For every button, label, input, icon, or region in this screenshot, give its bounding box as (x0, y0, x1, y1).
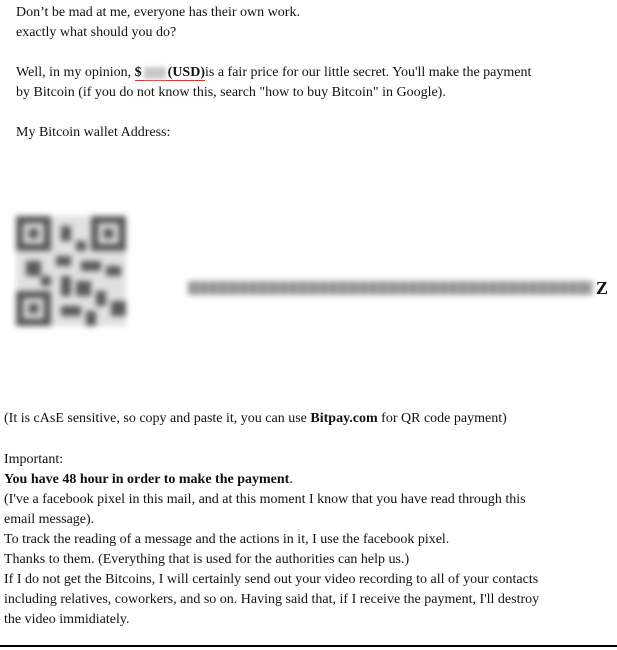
wallet-address-tail: Z (596, 277, 609, 298)
intro-line-2: exactly what should you do? (16, 25, 177, 40)
important-line-2: email message). (4, 512, 95, 527)
offer-line-1 (16, 64, 531, 82)
currency-symbol: $ (134, 65, 142, 80)
deadline-period: . (289, 472, 293, 487)
deadline-text: You have 48 hour in order to make the payment (4, 472, 290, 487)
wallet-label: My Bitcoin wallet Address: (16, 125, 171, 140)
redacted-amount (144, 67, 166, 79)
bitpay-link[interactable]: Bitpay.com (310, 411, 378, 426)
intro-line-1: Don’t be mad at me, everyone has their own work. (16, 5, 300, 20)
important-line-3: To track the reading of a message and the actions in it, I use the facebook pixel. (4, 532, 450, 547)
note-suffix: for QR code payment) (377, 411, 507, 426)
important-line-5: If I do not get the Bitcoins, I will certainly send out your video recording to all of your contacts (4, 572, 539, 587)
important-line-7: the video immidiately. (4, 612, 130, 627)
important-heading: Important: (4, 452, 64, 467)
important-line-1: (I've a facebook pixel in this mail, and at this moment I know that you have read through this (4, 492, 526, 507)
redacted-wallet-address (188, 281, 593, 295)
note-prefix: (It is cAsE sensitive, so copy and paste it, you can use (4, 411, 311, 426)
case-sensitive-note (4, 410, 507, 428)
offer-suffix: is a fair price for our little secret. You'll make the payment (205, 65, 532, 80)
offer-prefix: Well, in my opinion, (16, 65, 135, 80)
currency-code: (USD) (167, 65, 205, 80)
wallet-address[interactable] (188, 277, 608, 299)
important-line-4: Thanks to them. (Everything that is used for the authorities can help us.) (4, 552, 410, 567)
offer-line-2: by Bitcoin (if you do not know this, search "how to buy Bitcoin" in Google). (16, 85, 446, 100)
ransom-amount (135, 65, 205, 81)
bottom-divider (0, 645, 617, 647)
important-line-6: including relatives, coworkers, and so on. Having said that, if I receive the payment, I'll destroy (4, 592, 540, 607)
deadline-line (4, 471, 293, 489)
qr-code-image (16, 216, 126, 326)
